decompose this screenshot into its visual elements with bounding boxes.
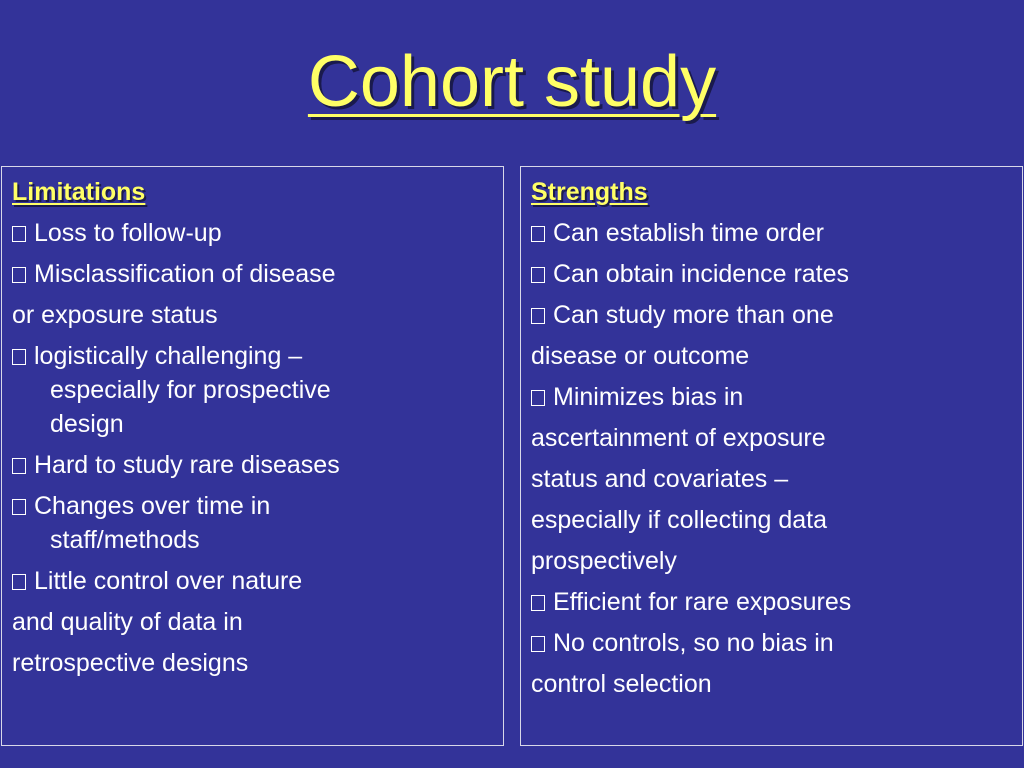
list-item: Loss to follow-up xyxy=(12,216,503,250)
list-item-continuation: especially if collecting data xyxy=(531,506,827,534)
strengths-heading: Strengths xyxy=(531,178,648,206)
list-item-continuation: or exposure status xyxy=(12,301,218,329)
limitations-heading: Limitations xyxy=(12,178,146,206)
bullet-icon xyxy=(12,499,26,515)
list-item: Misclassification of disease xyxy=(12,257,503,291)
list-item-continuation: prospectively xyxy=(531,547,677,575)
bullet-icon xyxy=(12,349,26,365)
bullet-icon xyxy=(12,574,26,590)
limitations-panel xyxy=(1,166,504,746)
bullet-icon xyxy=(531,390,545,406)
bullet-icon xyxy=(531,308,545,324)
list-item: Can establish time order xyxy=(531,216,1022,250)
list-item: Can obtain incidence rates xyxy=(531,257,1022,291)
list-item: Changes over time in staff/methods xyxy=(12,489,503,557)
list-item: logistically challenging – especially for prospective design xyxy=(12,339,503,441)
list-item: Hard to study rare diseases xyxy=(12,448,503,482)
list-item: Little control over nature xyxy=(12,564,503,598)
bullet-icon xyxy=(12,267,26,283)
list-item-continuation: control selection xyxy=(531,670,712,698)
list-item-continuation: retrospective designs xyxy=(12,649,249,677)
list-item-continuation: disease or outcome xyxy=(531,342,750,370)
bullet-icon xyxy=(531,226,545,242)
bullet-icon xyxy=(12,458,26,474)
bullet-icon xyxy=(12,226,26,242)
list-item: No controls, so no bias in xyxy=(531,626,1022,660)
list-item-continuation: and quality of data in xyxy=(12,608,243,636)
list-item: Can study more than one xyxy=(531,298,1022,332)
list-item-continuation: ascertainment of exposure xyxy=(531,424,826,452)
list-item: Minimizes bias in xyxy=(531,380,1022,414)
bullet-icon xyxy=(531,267,545,283)
bullet-icon xyxy=(531,595,545,611)
strengths-panel xyxy=(520,166,1023,746)
list-item: Efficient for rare exposures xyxy=(531,585,1022,619)
bullet-icon xyxy=(531,636,545,652)
slide-title: Cohort study xyxy=(307,42,717,122)
list-item-continuation: status and covariates – xyxy=(531,465,789,493)
